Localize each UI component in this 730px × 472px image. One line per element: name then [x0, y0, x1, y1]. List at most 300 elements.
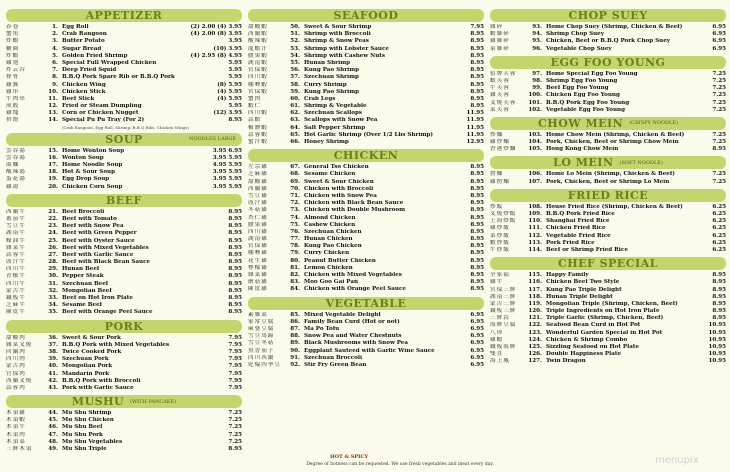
item-name: Corn or Chicken Nugget	[62, 110, 139, 117]
item-price: 8.95	[470, 257, 484, 264]
item-number: 40.	[48, 363, 58, 370]
section-header	[490, 189, 726, 202]
menu-item	[490, 204, 726, 211]
item-number: 12.	[48, 103, 58, 110]
item-chinese-name: 芝麻牛	[6, 302, 26, 309]
menu-item	[490, 358, 726, 365]
item-number: 5.	[52, 52, 58, 59]
menu-item	[6, 169, 242, 176]
item-chinese-name: 招牌芙蓉	[490, 70, 517, 77]
menu-section	[490, 117, 726, 154]
menu-item	[490, 344, 726, 351]
item-chinese-name: 咖喱雞	[248, 250, 268, 257]
item-chinese-name: 撈麵	[490, 171, 504, 178]
menu-item	[6, 31, 242, 38]
item-name: Mu Shu Chicken	[62, 417, 114, 424]
item-name: Mu Shu Shrimp	[62, 410, 112, 417]
item-number: 84.	[290, 286, 300, 293]
item-price: 6.95	[470, 311, 484, 318]
item-number: 50.	[290, 24, 300, 30]
item-price: 8.95	[228, 280, 242, 287]
item-number: 57.	[290, 74, 300, 81]
item-price: (4) 2.00 (8) 3.95	[190, 31, 242, 38]
item-number: 120.	[528, 308, 542, 315]
item-price: (4) 5.95	[217, 95, 242, 102]
item-number: 98.	[532, 77, 542, 84]
menu-item	[490, 24, 726, 31]
item-number: 36.	[48, 334, 58, 341]
item-chinese-name: 煎餃	[6, 103, 20, 110]
menu-section	[6, 194, 242, 317]
item-number: 19.	[48, 176, 58, 183]
item-number: 116.	[528, 279, 542, 286]
item-chinese-name: 乾煸四季豆	[248, 361, 281, 368]
item-number: 61.	[290, 103, 300, 110]
menu-item	[248, 132, 484, 139]
menu-item	[248, 236, 484, 243]
item-number: 13.	[48, 110, 58, 117]
item-chinese-name: 湖南牛	[6, 230, 26, 237]
menu-item	[490, 132, 726, 139]
item-chinese-name: 雞撈麵	[490, 178, 510, 185]
item-chinese-name: 蛋花湯	[6, 176, 26, 183]
item-price: 6.25	[712, 239, 726, 246]
item-name: Mandarin Pork	[62, 370, 110, 377]
section-header	[248, 149, 484, 162]
item-chinese-name: 牛炒飯	[490, 246, 510, 253]
item-chinese-name: 咖喱蝦	[248, 81, 268, 88]
menu-item	[248, 110, 484, 117]
item-chinese-name: 菜雜碎	[490, 45, 510, 52]
menu-item	[6, 53, 242, 60]
item-price: 6.25	[712, 225, 726, 232]
item-chinese-name: 青椒牛	[6, 273, 26, 280]
item-price: 7.95	[470, 24, 484, 30]
menu-item	[490, 100, 726, 107]
item-name: Deep Fried Squid	[62, 67, 117, 74]
item-name: Pepper Steak	[62, 273, 104, 280]
item-name: Ma Po Tofu	[304, 325, 340, 332]
menu-item	[6, 223, 242, 230]
item-chinese-name: 家常豆腐	[248, 318, 275, 325]
item-price: 10.95	[708, 344, 726, 350]
section-header	[248, 9, 484, 22]
item-number: 126.	[528, 351, 542, 358]
item-price: 8.95	[470, 207, 484, 214]
item-number: 14.	[48, 117, 58, 124]
item-number: 46.	[48, 424, 58, 431]
item-name: Eggplant Sauteed with Garlic Wine Sauce	[304, 347, 435, 354]
item-chinese-name: 甜酸肉	[6, 334, 26, 341]
item-price: 8.95	[712, 279, 726, 286]
item-number: 115.	[528, 272, 542, 279]
item-chinese-name: 鐵板牛	[6, 295, 26, 301]
menu-item	[490, 322, 726, 329]
item-chinese-name: 酸辣蝦	[248, 38, 268, 45]
item-price: 8.95	[470, 81, 484, 88]
item-price: 8.95	[228, 309, 242, 316]
item-chinese-name: 牛肉串	[6, 95, 26, 102]
item-name: Cashew Chicken	[304, 221, 356, 228]
item-price: 8.95	[470, 52, 484, 59]
item-price: 8.95	[712, 308, 726, 315]
item-name: Stir Fry Green Bean	[304, 361, 367, 368]
item-number: 59.	[290, 88, 300, 95]
item-name: Egg Drop Soup	[62, 176, 110, 183]
item-price: 8.95	[470, 31, 484, 38]
item-number: 62.	[290, 110, 300, 117]
menu-item	[6, 378, 242, 385]
item-number: 99.	[532, 85, 542, 92]
item-number: 125.	[528, 344, 542, 350]
item-number: 20.	[48, 183, 58, 190]
item-number: 58.	[290, 81, 300, 88]
item-number: 77.	[290, 236, 300, 243]
item-chinese-name: 木須雞	[6, 410, 26, 417]
item-name: Beef with Snow Pea	[62, 223, 124, 230]
item-name: Kung Pao Triple Delight	[546, 286, 622, 293]
menu-item	[248, 74, 484, 81]
item-chinese-name: 宮保三鮮	[490, 286, 517, 293]
item-price: 6.25	[712, 232, 726, 239]
item-name: Chicken Egg Foo Young	[546, 92, 620, 99]
menu-item	[6, 252, 242, 259]
item-name: Shrimp Chop Suey	[546, 31, 604, 38]
section-header	[490, 156, 726, 169]
item-number: 109.	[528, 211, 542, 217]
item-chinese-name: 素雜菜	[248, 311, 268, 318]
item-name: Beef with Black Bean Sauce	[62, 259, 151, 266]
item-price: 8.95	[228, 266, 242, 273]
menu-item	[6, 148, 242, 155]
menu-item	[248, 207, 484, 214]
menu-item	[490, 171, 726, 178]
item-chinese-name: 番茄牛	[6, 215, 26, 222]
item-number: 111.	[528, 225, 542, 232]
item-price: 8.95	[470, 171, 484, 178]
item-name: Pork, Chicken, Beef or Shrimp Lo Mein	[546, 178, 670, 185]
menu-item	[490, 294, 726, 301]
menu-item	[6, 60, 242, 67]
item-number: 43.	[48, 384, 58, 391]
menu-item	[490, 139, 726, 146]
menu-item	[490, 46, 726, 53]
item-price: 3.95 5.95	[212, 176, 242, 183]
item-name: Hunan Shrimp	[304, 59, 351, 66]
menu-item	[6, 38, 242, 45]
item-chinese-name: 雜碎	[490, 24, 504, 30]
menu-item	[6, 432, 242, 439]
item-name: Chicken Wing	[62, 81, 106, 88]
menu-item	[490, 351, 726, 358]
item-number: 48.	[48, 438, 58, 445]
item-number: 80.	[290, 257, 300, 264]
item-number: 69.	[290, 178, 300, 185]
item-number: 24.	[48, 230, 58, 237]
menu-item	[248, 53, 484, 60]
item-number: 96.	[532, 45, 542, 52]
item-number: 68.	[290, 171, 300, 178]
item-number: 90.	[290, 347, 300, 354]
item-price: 7.25	[712, 131, 726, 138]
item-chinese-name: 湖南蝦	[248, 59, 268, 66]
item-name: B.B.Q Pork Spare Rib or B.B.Q Pork	[62, 74, 175, 81]
menu-item	[6, 417, 242, 424]
item-price: 8.95	[712, 272, 726, 279]
item-number: 105.	[528, 146, 542, 153]
item-name: Scallops with Snow Pea	[304, 117, 378, 124]
item-price: 6.95	[470, 318, 484, 325]
item-number: 118.	[528, 293, 542, 300]
item-name: Curry Shrimp	[304, 81, 347, 88]
item-price: 8.95	[470, 45, 484, 52]
item-chinese-name: 陳皮牛	[6, 309, 26, 316]
item-chinese-name: 腰果雞	[248, 221, 268, 228]
item-price: 8.95	[228, 237, 242, 244]
item-name: Butter Potato	[62, 38, 105, 45]
item-number: 22.	[48, 215, 58, 222]
item-price: 8.95	[712, 286, 726, 293]
item-name: B.B.Q Pork Egg Foo Young	[546, 99, 630, 106]
item-number: 39.	[48, 356, 58, 363]
item-number: 49.	[48, 446, 58, 452]
item-price: 8.95	[470, 286, 484, 293]
item-name: Sweet & Sour Pork	[62, 334, 121, 341]
section-title: LO MEIN	[553, 156, 614, 170]
section-note: (CRISPY NOODLE)	[629, 120, 678, 127]
item-chinese-name: 四川牛	[6, 280, 26, 287]
item-number: 21.	[48, 208, 58, 215]
menu-item	[490, 225, 726, 232]
item-chinese-name: 魚香茄子	[248, 347, 275, 354]
item-number: 1.	[52, 24, 58, 30]
item-chinese-name: 雞翅	[6, 59, 20, 66]
menu-item	[248, 186, 484, 193]
item-price: 10.95	[708, 329, 726, 336]
item-chinese-name: 雞串	[6, 88, 20, 95]
menu-item	[6, 96, 242, 103]
item-name: Seafood Bean Curd in Hot Pot	[546, 322, 641, 329]
item-chinese-name: 蟹肉	[248, 95, 262, 102]
item-number: 75.	[290, 221, 300, 228]
item-chinese-name: 雲吞湯	[6, 154, 26, 161]
menu-item	[6, 259, 242, 266]
item-chinese-name: 檸檬雞	[248, 264, 268, 271]
item-name: Hot Garlic Shrimp (Over 1/2 Lbs Shrimp)	[304, 131, 434, 138]
item-chinese-name: 甜酸蝦	[248, 24, 268, 30]
item-chinese-name: 蘑菇雞	[248, 279, 268, 286]
item-chinese-name: 炸蝦	[6, 38, 20, 45]
menu-section	[490, 156, 726, 185]
item-price: 8.95	[228, 302, 242, 309]
item-price: 6.25	[712, 218, 726, 225]
item-price: 11.95	[466, 110, 484, 117]
item-number: 11.	[48, 95, 58, 102]
menu-column-2	[248, 8, 484, 372]
item-number: 70.	[290, 185, 300, 192]
menu-item	[6, 238, 242, 245]
item-name: Home Special Egg Foo Young	[546, 70, 638, 77]
menu-section	[6, 9, 242, 130]
item-name: Szechuan Shrimp	[304, 74, 359, 81]
item-name: Beef Stick	[62, 95, 95, 102]
menu-item	[248, 46, 484, 53]
item-chinese-name: 雞塊	[6, 110, 20, 117]
item-chinese-name: 炒麵	[490, 131, 504, 138]
item-name: Beef with Garlic Sauce	[62, 251, 134, 258]
menu-item	[6, 356, 242, 363]
item-chinese-name: 叉燒炒飯	[490, 211, 517, 217]
item-number: 107.	[528, 178, 542, 185]
menu-item	[6, 216, 242, 223]
item-number: 112.	[528, 232, 542, 239]
item-price: 7.25	[712, 85, 726, 92]
section-title: APPETIZER	[85, 9, 163, 22]
item-name: Special Full Wrapped Chicken	[62, 59, 157, 66]
item-chinese-name: 蒙古肉	[6, 363, 26, 370]
menu-item	[248, 355, 484, 362]
item-price: 8.95	[470, 200, 484, 207]
item-number: 78.	[290, 243, 300, 250]
section-title: SOUP	[105, 132, 143, 146]
item-name: Pork Fried Rice	[546, 239, 595, 246]
item-number: 29.	[48, 266, 58, 273]
item-name: Pork with Garlic Sauce	[62, 384, 134, 391]
item-chinese-name: 海鮮豆腐	[490, 322, 517, 329]
menu-item	[6, 446, 242, 453]
item-number: 38.	[48, 348, 58, 355]
menu-item	[248, 286, 484, 293]
menu-item	[248, 171, 484, 178]
menu-item	[490, 38, 726, 45]
item-name: Hot & Sour Soup	[62, 169, 116, 176]
item-price: 3.95	[228, 38, 242, 45]
item-chinese-name: 官保肉	[6, 370, 26, 377]
item-number: 81.	[290, 264, 300, 271]
item-chinese-name: 八珍	[490, 329, 504, 336]
menu-item	[490, 337, 726, 344]
item-chinese-name: 木須肉	[6, 431, 26, 438]
item-price: 12.95	[466, 139, 484, 145]
item-price: 5.95	[228, 103, 242, 110]
item-chinese-name: 雞湯	[6, 183, 20, 190]
section-title: CHICKEN	[333, 149, 399, 163]
item-number: 33.	[48, 295, 58, 301]
item-price: 7.95	[228, 384, 242, 391]
menu-section	[490, 189, 726, 254]
item-number: 56.	[290, 67, 300, 74]
item-number: 32.	[48, 287, 58, 294]
item-chinese-name: 雞雜碎	[490, 38, 510, 45]
item-chinese-name: 蠔油牛	[6, 237, 26, 244]
item-price: 8.95	[470, 214, 484, 221]
item-chinese-name: 雜菜牛	[6, 244, 26, 251]
menu-item	[490, 78, 726, 85]
item-name: Happy Family	[546, 272, 589, 279]
item-chinese-name: 全家福	[490, 272, 510, 279]
menu-item	[6, 245, 242, 252]
item-name: Szechuan Chicken	[304, 228, 362, 235]
item-chinese-name: 龍蝦汁	[248, 45, 268, 52]
item-name: Chicken with Double Mushroom	[304, 207, 406, 214]
item-price: 6.95	[470, 325, 484, 332]
item-price: 8.95	[470, 250, 484, 257]
item-name: Szechuan Beef	[62, 280, 109, 287]
menu-item	[248, 333, 484, 340]
menu-item	[6, 385, 242, 392]
item-number: 92.	[290, 361, 300, 368]
menu-item	[248, 229, 484, 236]
item-name: B.B.Q Pork with Mixed Vegetables	[62, 341, 170, 348]
item-price: 7.95	[228, 356, 242, 363]
item-chinese-name: 雞牛	[490, 279, 504, 286]
menu-item	[490, 31, 726, 38]
item-price: 8.95	[228, 287, 242, 294]
item-chinese-name: 炸蝦	[6, 52, 20, 59]
item-chinese-name: 鐵板海鮮	[490, 344, 517, 350]
item-number: 30.	[48, 273, 58, 280]
item-price: 7.95	[228, 377, 242, 384]
item-chinese-name: 炒飯	[490, 203, 504, 210]
item-chinese-name: 雞芙蓉	[490, 92, 510, 99]
item-price: 7.95	[228, 363, 242, 370]
item-number: 7.	[52, 67, 58, 74]
item-price: 7.25	[712, 92, 726, 99]
item-chinese-name: 拼盤	[6, 117, 20, 124]
menu-item	[6, 410, 242, 417]
menu-item	[248, 319, 484, 326]
menu-item	[248, 326, 484, 333]
item-number: 60.	[290, 95, 300, 102]
item-chinese-name: 香港炒麵	[490, 146, 517, 153]
menu-item	[248, 103, 484, 110]
item-name: Home Chow Mein (Shrimp, Chicken & Beef)	[546, 131, 685, 138]
item-chinese-name: 三鮮木須	[6, 446, 33, 452]
item-price: 7.95	[228, 334, 242, 341]
item-number: 85.	[290, 311, 300, 318]
item-number: 16.	[48, 154, 58, 161]
item-name: Special Pu Pu Tray (For 2)	[62, 117, 145, 124]
menu-item	[6, 82, 242, 89]
menu-item	[6, 439, 242, 446]
item-number: 89.	[290, 340, 300, 347]
item-price: 7.25	[228, 417, 242, 424]
item-price: 5.95	[228, 74, 242, 81]
item-price: 6.95	[712, 31, 726, 38]
item-price: 6.25	[712, 203, 726, 210]
item-name: Mixed Vegetable Delight	[304, 311, 381, 318]
item-chinese-name: 雜菜叉燒	[6, 341, 33, 348]
menu-item	[6, 89, 242, 96]
item-price: 8.95	[470, 103, 484, 110]
item-price: 8.95	[470, 178, 484, 185]
item-number: 6.	[52, 59, 58, 66]
menu-item	[6, 371, 242, 378]
menu-item	[6, 281, 242, 288]
menu-section	[248, 9, 484, 146]
item-price: 6.95	[470, 361, 484, 368]
item-chinese-name: 麻婆豆腐	[248, 325, 275, 332]
menu-item	[490, 179, 726, 186]
item-name: Chicken with Black Bean Sauce	[304, 200, 404, 207]
menu-item	[248, 31, 484, 38]
item-name: Kung Pao Shrimp	[304, 88, 360, 95]
menu-item	[248, 279, 484, 286]
menu-item	[490, 107, 726, 114]
item-chinese-name: 杏仁雞	[248, 214, 268, 221]
item-number: 35.	[48, 309, 58, 316]
item-price: 6.95	[470, 354, 484, 361]
